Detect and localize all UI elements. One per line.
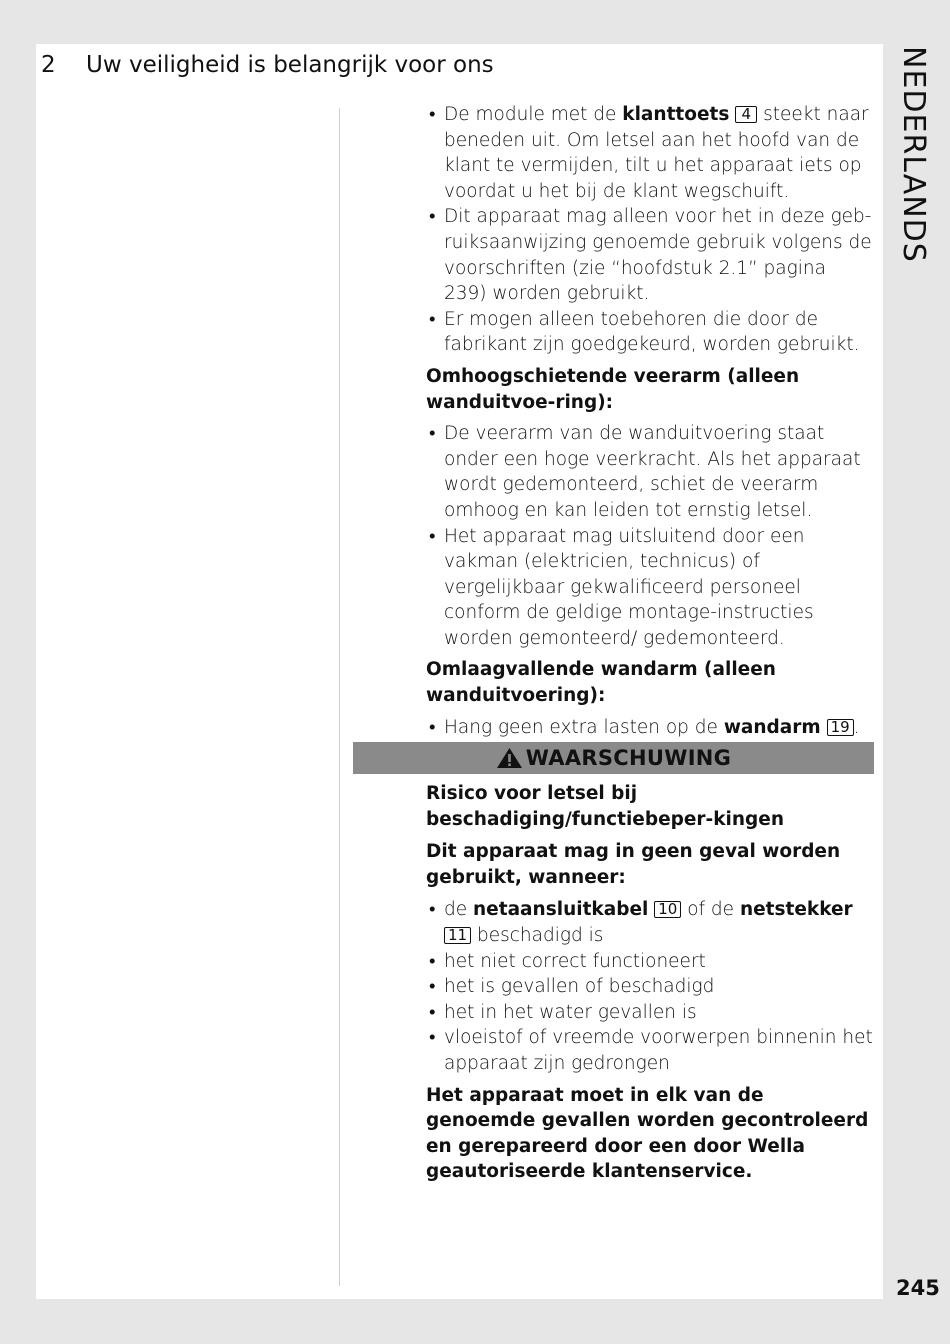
- list-item: • vloeistof of vreemde voorwerpen binnenin het apparaat zijn gedrongen: [426, 1025, 874, 1076]
- warning-triangle-icon: [496, 747, 523, 769]
- veerarm-list: [426, 421, 874, 651]
- ref-number: 19: [827, 719, 854, 736]
- section-heading-veerarm: Omhoogschietende veerarm (alleen wanduitvoe-ring):: [426, 365, 800, 413]
- list-item: • de netaansluitkabel 10 of de netstekker 11 beschadigd is: [426, 897, 874, 948]
- netaansluitkabel-term: netaansluitkabel: [473, 899, 649, 921]
- ref-number: 10: [654, 901, 681, 918]
- ref-number: 11: [444, 927, 471, 944]
- list-item: • Hang geen extra lasten op de wandarm 19 .: [426, 715, 874, 741]
- warning-title: Risico voor letsel bij beschadiging/functiebeper-kingen: [426, 783, 785, 830]
- chapter-title: Uw veiligheid is belangrijk voor ons: [86, 52, 494, 78]
- section-heading-wandarm: Omlaagvallende wandarm (alleen wanduitvoering):: [426, 659, 776, 707]
- list-item: • het niet correct functioneert: [426, 949, 874, 975]
- klanttoets-term: klanttoets: [622, 104, 730, 125]
- list-item: • het is gevallen of beschadigd: [426, 974, 874, 1000]
- ref-number: 4: [735, 106, 757, 123]
- wandarm-term: wandarm: [723, 716, 821, 738]
- chapter-number: 2: [41, 52, 56, 78]
- warning-conditions-list: [426, 897, 874, 1076]
- warning-label: WAARSCHUWING: [525, 746, 732, 770]
- warning-conclusion: Het apparaat moet in elk van de genoemde gevallen worden gecontroleerd en gerepareerd door een door Wella geautoriseerde klantenservice.: [426, 1084, 869, 1183]
- list-item: • het in het water gevallen is: [426, 1000, 874, 1026]
- list-item: • De veerarm van de wanduitvoering staat onder een hoge veerkracht. Als het apparaat wordt gedemonteerd, schiet de veerarm omhoog en kan leiden tot ernstig letsel.: [426, 421, 874, 523]
- netstekker-term: netstekker: [739, 899, 853, 921]
- list-item: • De module met de klanttoets 4 steekt naar beneden uit. Om letsel aan het hoofd van de klant te vermijden, tilt u het apparaat iets op voordat u het bij de klant wegschuift.: [426, 102, 874, 204]
- list-item: • Dit apparaat mag alleen voor het in deze geb-ruiksaanwijzing genoemde gebruik volgens de voorschriften (zie “hoofdstuk 2.1” pagina 239) worden gebruikt.: [426, 204, 874, 306]
- column-divider: [339, 108, 340, 1286]
- language-side-label: NEDERLANDS: [896, 46, 931, 263]
- list-item: • Er mogen alleen toebehoren die door de fabrikant zijn goedgekeurd, worden gebruikt.: [426, 307, 874, 358]
- wandarm-list: [426, 715, 874, 741]
- page-number: 245: [896, 1276, 940, 1300]
- general-safety-list: [426, 102, 874, 358]
- main-column: [426, 102, 874, 740]
- warning-intro: Dit apparaat mag in geen geval worden gebruikt, wanneer:: [426, 841, 841, 888]
- list-item: • Het apparaat mag uitsluitend door een vakman (elektricien, technicus) of vergelijkbaar gekwalificeerd personeel conform de geldige montage-instructies worden gemonteerd/ gedemonteerd.: [426, 524, 874, 652]
- warning-banner: [353, 742, 874, 774]
- warning-content: [426, 781, 874, 1192]
